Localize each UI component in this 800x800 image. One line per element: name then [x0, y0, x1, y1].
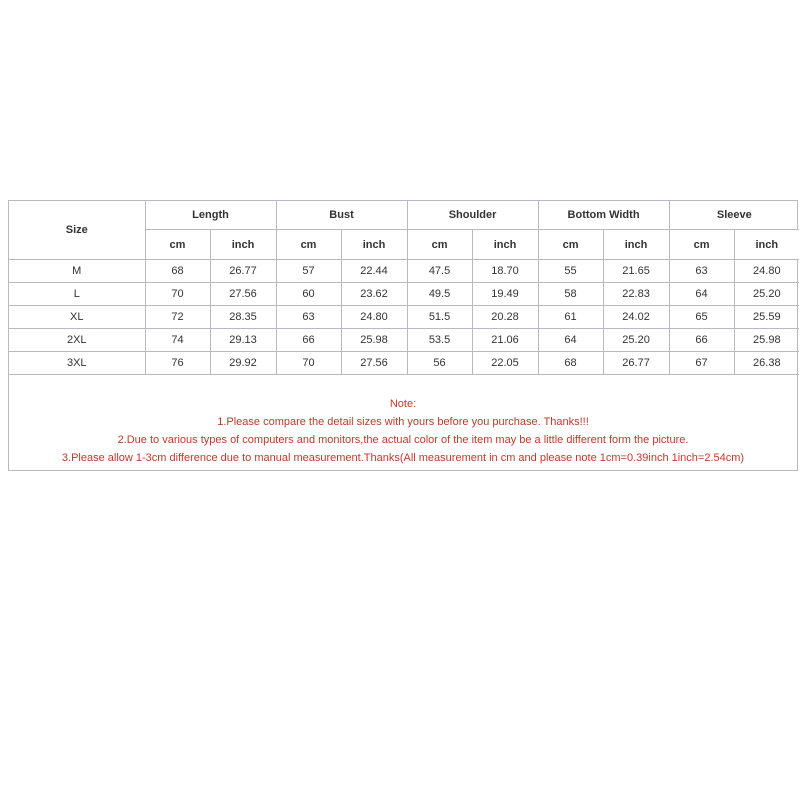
table-row: [9, 260, 799, 283]
table-cell: 23.62: [341, 283, 407, 306]
table-cell: 24.80: [341, 306, 407, 329]
table-cell: 53.5: [407, 329, 472, 352]
table-cell: 64: [538, 329, 603, 352]
table-cell: 25.20: [734, 283, 799, 306]
table-cell: 70: [145, 283, 210, 306]
table-cell: 58: [538, 283, 603, 306]
table-row: [9, 306, 799, 329]
table-cell: 27.56: [341, 352, 407, 375]
size-label: XL: [9, 306, 145, 329]
table-cell: 51.5: [407, 306, 472, 329]
table-cell: 22.44: [341, 260, 407, 283]
unit-header-cm: cm: [538, 230, 603, 260]
size-chart: [8, 200, 798, 471]
notes-section: [9, 375, 797, 470]
table-cell: 68: [145, 260, 210, 283]
table-cell: 22.05: [472, 352, 538, 375]
notes-title: Note:: [389, 398, 417, 410]
table-cell: 57: [276, 260, 341, 283]
header-row-groups: [9, 201, 799, 230]
table-cell: 63: [276, 306, 341, 329]
table-cell: 56: [407, 352, 472, 375]
table-cell: 61: [538, 306, 603, 329]
table-cell: 24.80: [734, 260, 799, 283]
table-cell: 66: [669, 329, 734, 352]
table-cell: 64: [669, 283, 734, 306]
table-cell: 74: [145, 329, 210, 352]
size-table: [9, 201, 799, 375]
size-rows: [9, 260, 799, 375]
note-line-2: 2.Due to various types of computers and monitors,the actual color of the item may be a little different form the picture.: [117, 434, 689, 446]
size-label: 2XL: [9, 329, 145, 352]
group-header-sleeve: Sleeve: [669, 201, 799, 230]
table-cell: 27.56: [210, 283, 276, 306]
table-cell: 60: [276, 283, 341, 306]
unit-header-inch: inch: [603, 230, 669, 260]
table-cell: 70: [276, 352, 341, 375]
table-cell: 20.28: [472, 306, 538, 329]
table-cell: 63: [669, 260, 734, 283]
group-header-bottom-width: Bottom Width: [538, 201, 669, 230]
table-cell: 26.38: [734, 352, 799, 375]
size-column-header: Size: [9, 201, 145, 260]
table-cell: 49.5: [407, 283, 472, 306]
table-cell: 68: [538, 352, 603, 375]
table-cell: 29.92: [210, 352, 276, 375]
group-header-length: Length: [145, 201, 276, 230]
note-line-3: 3.Please allow 1-3cm difference due to manual measurement.Thanks(All measurement in cm and please note 1cm=0.39inch 1inch=2.54cm): [61, 452, 745, 464]
unit-header-inch: inch: [472, 230, 538, 260]
table-cell: 18.70: [472, 260, 538, 283]
table-cell: 26.77: [603, 352, 669, 375]
table-cell: 25.98: [734, 329, 799, 352]
table-cell: 22.83: [603, 283, 669, 306]
table-cell: 28.35: [210, 306, 276, 329]
table-cell: 55: [538, 260, 603, 283]
group-header-bust: Bust: [276, 201, 407, 230]
table-cell: 21.06: [472, 329, 538, 352]
group-header-shoulder: Shoulder: [407, 201, 538, 230]
table-cell: 25.98: [341, 329, 407, 352]
unit-header-inch: inch: [341, 230, 407, 260]
unit-header-cm: cm: [276, 230, 341, 260]
table-cell: 24.02: [603, 306, 669, 329]
table-cell: 26.77: [210, 260, 276, 283]
table-row: [9, 329, 799, 352]
table-cell: 47.5: [407, 260, 472, 283]
table-cell: 19.49: [472, 283, 538, 306]
unit-header-cm: cm: [669, 230, 734, 260]
unit-header-cm: cm: [145, 230, 210, 260]
size-label: M: [9, 260, 145, 283]
unit-header-inch: inch: [210, 230, 276, 260]
unit-header-inch: inch: [734, 230, 799, 260]
table-cell: 21.65: [603, 260, 669, 283]
note-line-1: 1.Please compare the detail sizes with yours before you purchase. Thanks!!!: [217, 416, 589, 428]
table-cell: 76: [145, 352, 210, 375]
table-cell: 66: [276, 329, 341, 352]
table-cell: 65: [669, 306, 734, 329]
table-cell: 29.13: [210, 329, 276, 352]
size-label: 3XL: [9, 352, 145, 375]
size-label: L: [9, 283, 145, 306]
table-row: [9, 283, 799, 306]
unit-header-cm: cm: [407, 230, 472, 260]
table-row: [9, 352, 799, 375]
table-cell: 25.20: [603, 329, 669, 352]
table-cell: 72: [145, 306, 210, 329]
table-cell: 25.59: [734, 306, 799, 329]
table-cell: 67: [669, 352, 734, 375]
